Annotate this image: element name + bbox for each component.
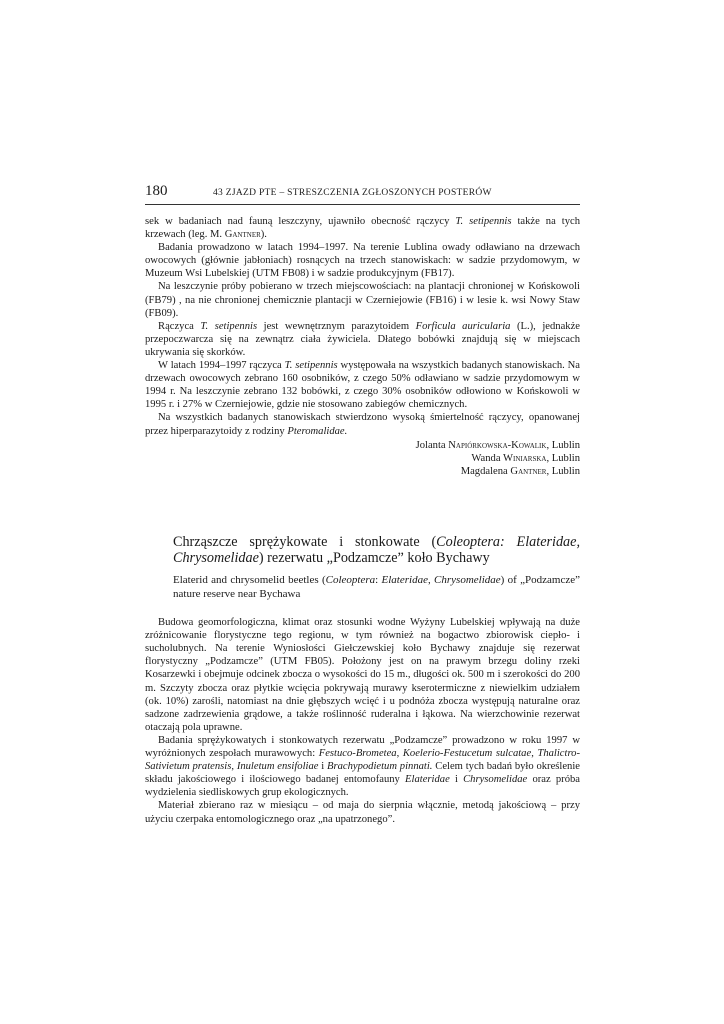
paragraph bbox=[145, 616, 580, 734]
paragraph bbox=[145, 359, 580, 411]
paragraph bbox=[145, 799, 580, 825]
paragraph bbox=[145, 320, 580, 359]
text-run: i bbox=[318, 761, 327, 773]
author-line bbox=[145, 465, 580, 478]
small-caps-text: apiórkowska bbox=[455, 439, 508, 451]
page-number: 180 bbox=[145, 183, 168, 199]
text-run: , Lublin bbox=[546, 439, 580, 451]
running-title: 43 ZJAZD PTE – STRESZCZENIA ZGŁOSZONYCH POSTERÓW bbox=[213, 188, 492, 198]
italic-text: Festuco-Brometea bbox=[318, 748, 397, 760]
text-run: także na tych krzewach (leg. M. G bbox=[145, 216, 580, 241]
text-run: , bbox=[427, 574, 435, 587]
article-title-english bbox=[173, 574, 580, 601]
paragraph bbox=[145, 241, 580, 280]
text-run: oraz próba wydzielenia siedliskowych grup ekologicznych. bbox=[145, 774, 580, 799]
text-run: Celem tych badań było określenie składu jakościowego i ilościowego badanej entomofauny bbox=[145, 761, 580, 786]
italic-text: T. setipennis bbox=[200, 320, 258, 332]
text-run: jest wewnętrznym parazytoidem bbox=[257, 320, 416, 332]
italic-text: Coleoptera: Elateridae, Chrysomelidae bbox=[173, 533, 580, 567]
header-rule bbox=[145, 204, 580, 205]
text-run: Badania sprężykowatych i stonkowatych rezerwatu „Podzamcze” prowadzono w roku 1997 w wyróżnionych zespołach murawowych: bbox=[145, 734, 580, 760]
text-run: ) rezerwatu „Podzamcze” koło Bychawy bbox=[258, 550, 490, 567]
text-run: , bbox=[231, 761, 237, 773]
text-run: ). bbox=[260, 229, 267, 241]
text-run: Rączyca bbox=[158, 320, 201, 332]
text-run: Magdalena G bbox=[460, 465, 519, 477]
article-title-polish bbox=[173, 534, 580, 566]
text-run: Jolanta N bbox=[415, 439, 456, 451]
italic-text: Coleoptera bbox=[325, 574, 376, 587]
italic-text: Forficula auricularia bbox=[415, 320, 511, 332]
text-run: ) of „Podzamcze” nature reserve near Bychawa bbox=[173, 574, 581, 600]
italic-text: Elateridae bbox=[405, 774, 450, 786]
italic-text: Inuletum ensifoliae bbox=[236, 761, 319, 773]
text-run: -K bbox=[507, 439, 519, 451]
text-run: występowała na wszystkich badanych stanowiskach. Na drzewach owocowych zebrano 160 osobników, z czego 50% odławiano w sadzie przydomowym w 1994 r. Na leszczynie zebrano 132 bobówki, z czego 30% osobników odłowiono w Końskowoli w 1995 r. i 27% w Czerniejowie, gdzie nie stosowano zabiegów chemicznych. bbox=[145, 360, 580, 411]
paragraph bbox=[145, 215, 580, 241]
text-run: , bbox=[396, 748, 403, 760]
text-run: sek w badaniach nad fauną leszczyny, ujawniło obecność rączycy bbox=[145, 216, 456, 227]
italic-text: Chrysomelidae bbox=[434, 574, 501, 587]
text-run: , Lublin bbox=[546, 465, 580, 477]
small-caps-text: iniarska bbox=[513, 452, 547, 464]
text-run: Na wszystkich badanych stanowiskach stwierdzono wysoką śmiertelność rączycy, opanowanej przez hiperparazytoidy z rodziny bbox=[145, 412, 580, 437]
article-2 bbox=[145, 534, 580, 826]
text-run: Materiał zbierano raz w miesiącu – od maja do sierpnia włącznie, metodą jakościową – przy użyciu czerpaka entomologicznego oraz „na upatrzonego”. bbox=[145, 800, 580, 825]
author-line bbox=[145, 452, 580, 465]
paragraph bbox=[145, 411, 580, 437]
small-caps-text: owalik bbox=[518, 439, 547, 451]
italic-text: Koelerio-Festucetum sulcatae bbox=[402, 748, 532, 760]
italic-text: Pteromalidae. bbox=[287, 425, 348, 437]
article-1 bbox=[145, 215, 580, 478]
italic-text: T. setipennis bbox=[455, 216, 512, 227]
text-run: i bbox=[449, 774, 464, 786]
italic-text: T. setipennis bbox=[284, 360, 338, 372]
text-run: Elaterid and chrysomelid beetles ( bbox=[173, 574, 326, 587]
page bbox=[145, 183, 580, 826]
italic-text: Elateridae bbox=[381, 574, 428, 587]
text-run: Chrząszcze sprężykowate i stonkowate ( bbox=[173, 533, 437, 550]
text-run: : bbox=[375, 574, 382, 587]
author-line bbox=[145, 439, 580, 452]
text-run: Badania prowadzono w latach 1994–1997. Na terenie Lublina owady odławiano na drzewach owocowych (głównie jabłoniach) rosnących na trzech stanowiskach: w sadzie przydomowym, w Muzeum Wsi Lubelskiej (UTM FB08) i w sadzie produkcyjnym (FB17). bbox=[145, 242, 580, 280]
paragraph bbox=[145, 280, 580, 319]
italic-text: Thalictro-Sativietum pratensis bbox=[145, 748, 581, 773]
small-caps-text: antner bbox=[518, 465, 547, 477]
paragraph bbox=[145, 734, 580, 799]
italic-text: Brachypodietum pinnati. bbox=[326, 761, 433, 773]
text-run: Budowa geomorfologiczna, klimat oraz stosunki wodne Wyżyny Lubelskiej wpływają na duże zróżnicowanie florystyczne tego regionu, w tym również na bogactwo zbiorowisk ciepło- i sucholubnych. Na terenie Wyniosłości Giełczewskiej koło Bychawy znajduje się rezerwat florystyczny „Podzamcze” (UTM FB05). Położony jest on na prawym brzegu doliny rzeki Kosarzewki i obejmuje odcinek zbocza o wysokości do 15 m., długości ok. 500 m i szerokości do 200 m. Szczyty zbocza oraz płytkie wcięcia pokrywają murawy kserotermiczne z niewielkim udziałem (ok. 10%) zarośli, natomiast na dnie głębszych wcięć i u podnóża zbocza występują naturalne oraz sadzone zadrzewienia grądowe, a także roślinność ruderalna i łąkowa. Na wierzchowinie rezerwat otaczają pola uprawne. bbox=[145, 617, 580, 733]
author-list bbox=[145, 439, 580, 478]
small-caps-text: antner bbox=[232, 229, 261, 241]
text-run: (L.), jednakże przepoczwarcza się na zewnątrz ciała żywiciela. Dłatego bobówki znajdują się w miejscach ukrywania się skorków. bbox=[145, 320, 580, 358]
italic-text: Chrysomelidae bbox=[463, 774, 528, 786]
text-run: Wanda W bbox=[471, 452, 513, 464]
text-run: Na leszczynie próby pobierano w trzech miejscowościach: na plantacji chronionej w Końskowoli (FB79) , na nie chronionej chemicznie plantacji w Czerniejowie (FB16) i w lesie k. wsi Nowy Staw (FB09). bbox=[145, 281, 580, 319]
text-run: , bbox=[531, 748, 538, 760]
text-run: W latach 1994–1997 rączyca bbox=[158, 360, 285, 372]
text-run: , Lublin bbox=[546, 452, 580, 464]
running-head bbox=[145, 183, 580, 203]
